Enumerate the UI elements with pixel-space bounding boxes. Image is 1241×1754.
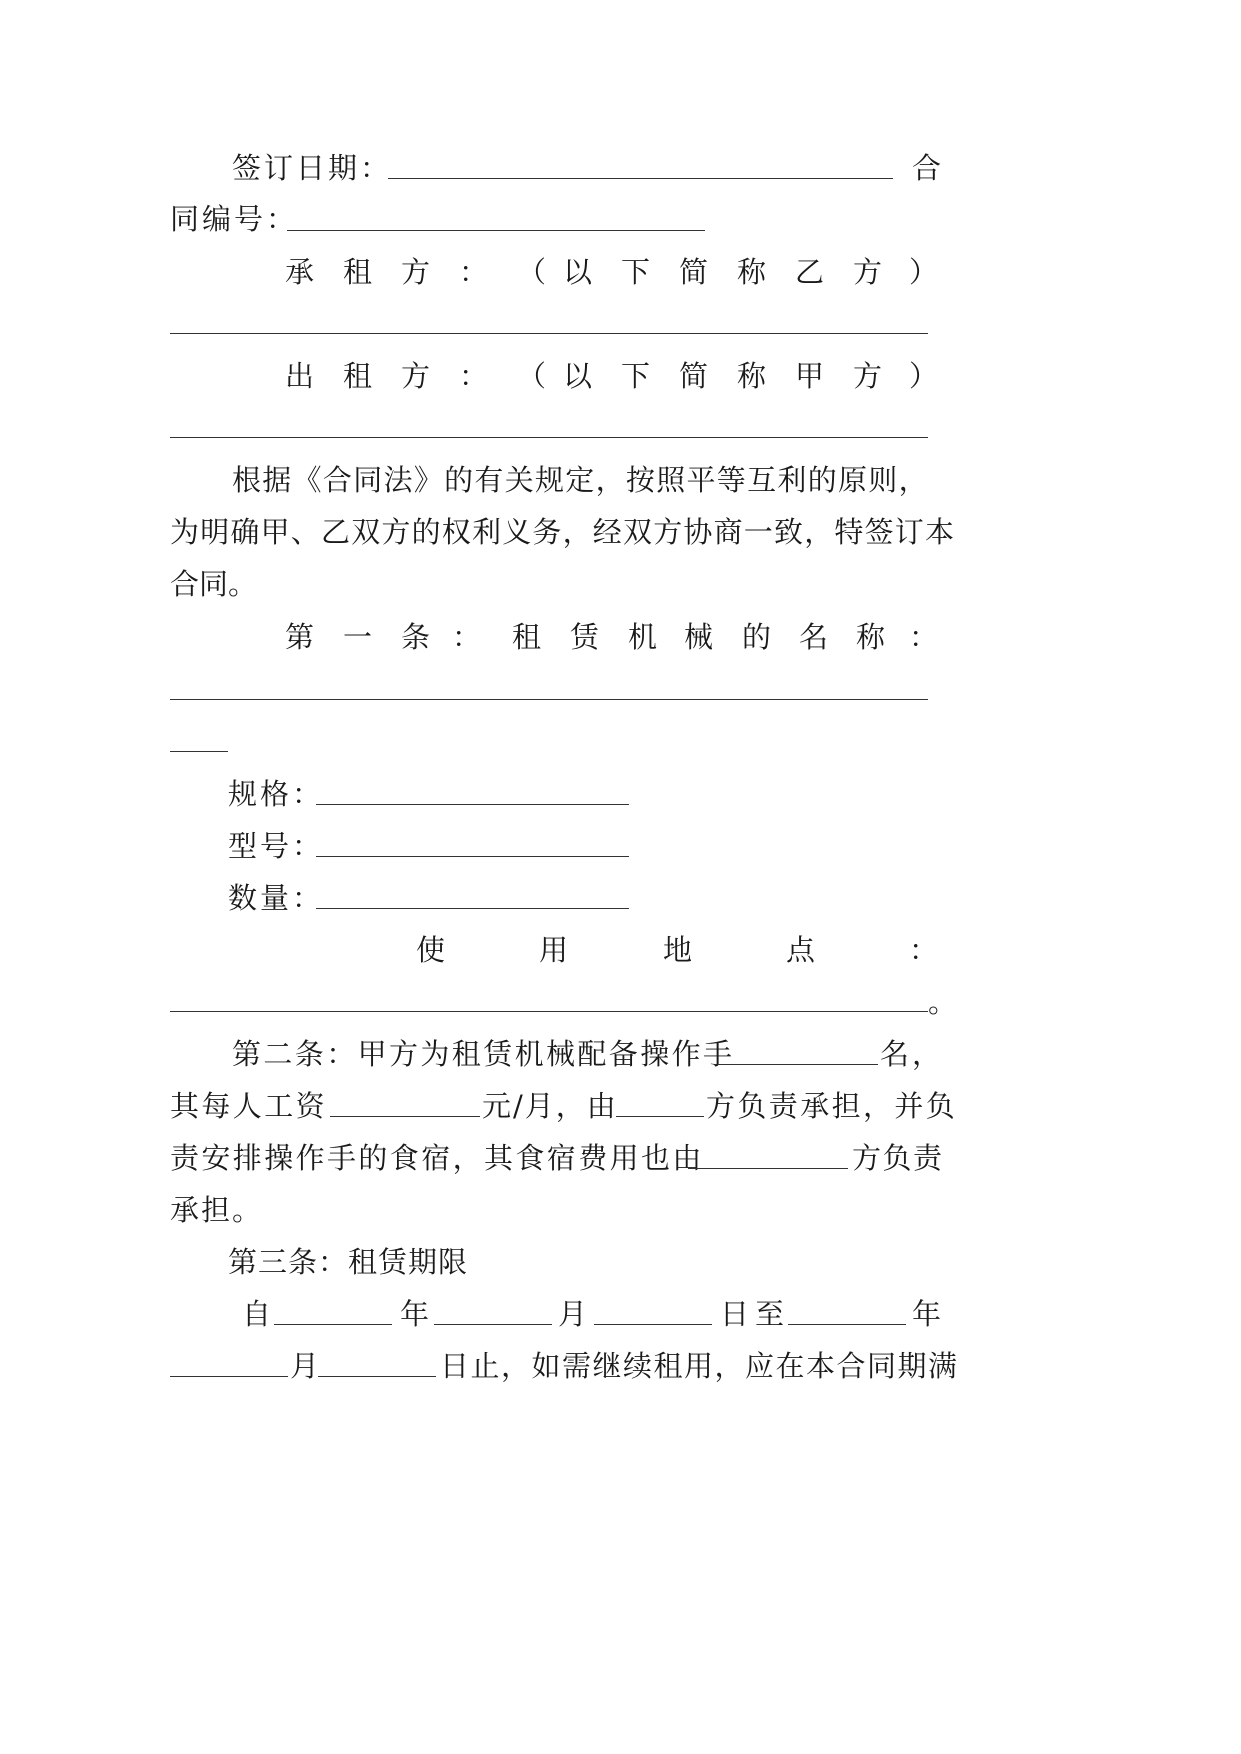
wage-party-blank[interactable]	[616, 1116, 704, 1117]
preamble-line-3: 合同。	[170, 567, 258, 601]
start-month-blank[interactable]	[434, 1324, 552, 1325]
operator-count-blank[interactable]	[718, 1064, 878, 1065]
place-of-use-period: 。	[928, 985, 958, 1019]
spec-label: 规格：	[228, 777, 325, 811]
term-year-label-2: 年	[912, 1297, 942, 1331]
machine-name-blank-2[interactable]	[170, 751, 228, 752]
end-year-blank[interactable]	[788, 1324, 906, 1325]
article-2-line-2a: 其每人工资	[170, 1089, 328, 1123]
machine-name-blank-1[interactable]	[170, 699, 928, 700]
preamble-line-2: 为明确甲、乙双方的权利义务，经双方协商一致，特签订本	[170, 515, 956, 549]
lessee-blank[interactable]	[170, 333, 928, 334]
model-blank[interactable]	[316, 856, 629, 857]
term-month-label-1: 月	[558, 1297, 588, 1331]
end-month-blank[interactable]	[170, 1376, 288, 1377]
contract-no-label-head: 合	[912, 151, 942, 185]
start-year-blank[interactable]	[274, 1324, 392, 1325]
article-2-line-3a: 责安排操作手的食宿，其食宿费用也由	[170, 1141, 704, 1175]
article-2-line-3b: 方负责	[852, 1141, 944, 1175]
article-2-line-2b: 元/月，由	[482, 1089, 618, 1123]
article-2-line-2c: 方负责承担，并负	[706, 1089, 958, 1123]
term-day-to-label: 日至	[720, 1297, 791, 1331]
term-year-label-1: 年	[400, 1297, 430, 1331]
lodging-party-blank[interactable]	[688, 1168, 848, 1169]
start-day-blank[interactable]	[594, 1324, 712, 1325]
quantity-blank[interactable]	[316, 908, 629, 909]
sign-date-blank[interactable]	[388, 178, 893, 179]
spec-blank[interactable]	[316, 804, 629, 805]
contract-no-blank[interactable]	[287, 230, 705, 231]
place-of-use-blank[interactable]	[170, 1011, 928, 1012]
article-3-title: 第三条：租赁期限	[228, 1245, 469, 1279]
article-2-line-1a: 第二条：甲方为租赁机械配备操作手	[232, 1037, 735, 1071]
term-from-label: 自	[242, 1297, 272, 1331]
term-month-label-2: 月	[290, 1349, 320, 1383]
wage-blank[interactable]	[330, 1116, 480, 1117]
lessor-blank[interactable]	[170, 437, 928, 438]
contract-page: 签订日期： 合 同编号： 承 租 方 ： （ 以 下 简 称 乙 方 ） 出 租 方 ： （ 以 下 简 称 甲 方 ） 根据《合同法》的有关规定，按照平等互利的原则， 为明确甲、乙双方的权利义务，经双方协商一致，特签订本 合同。 第 一 条 ： 租 赁 机 械 的 名 称 ： 规格： 型号： 数量： 使 用 地 点 ： 。 第二条：甲方为租赁机械配备操作手 名， 其每人工资 元/月，由 方负责承担，并负 责安排操作手的食宿，其食宿费用也由 方负责 承担。 第三条：租赁期限 自 年 月 日至 年 月 日止，如需继续租用，应在本合同期满	[0, 0, 1241, 1754]
model-label: 型号：	[228, 829, 325, 863]
sign-date-label: 签订日期：	[232, 151, 393, 185]
end-day-blank[interactable]	[318, 1376, 436, 1377]
article-3-line-2: 日止，如需继续租用，应在本合同期满	[440, 1349, 959, 1383]
preamble-line-1: 根据《合同法》的有关规定，按照平等互利的原则，	[232, 463, 929, 497]
article-2-line-1b: 名，	[880, 1037, 945, 1071]
article-2-line-4: 承担。	[170, 1193, 264, 1227]
quantity-label: 数量：	[228, 881, 325, 915]
contract-no-label: 同编号：	[170, 202, 299, 236]
